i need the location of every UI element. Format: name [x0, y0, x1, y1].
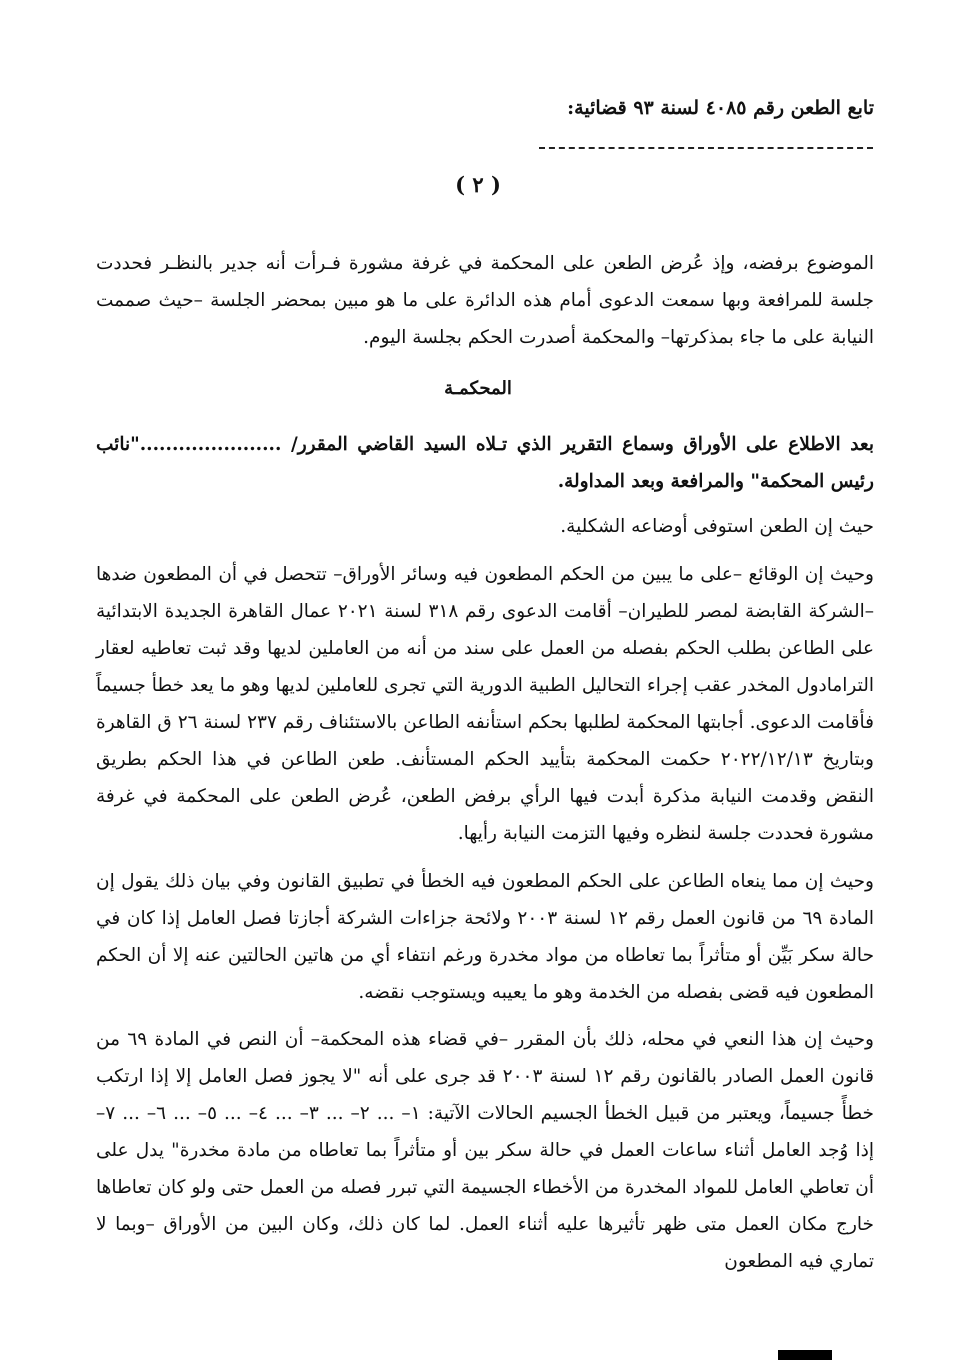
- body-paragraph-facts: وحيث إن الوقائع –على ما يبين من الحكم المطعون فيه وسائر الأوراق– تتحصل في أن المطعون ضدها –الشركة القابضة لمصر للطيران– أقامت الدعوى رقم ٣١٨ لسنة ٢٠٢١ عمال القاهرة الجديدة الابتدائية على الطاعن بطلب الحكم بفصله من العمل على سند من أنه من العاملين لديها وقد ثبت تعاطيه لعقار الترامادول المخدر عقب إجراء التحاليل الطبية الدورية التي تجرى للعاملين لديها وهو ما يعد خطأ جسيماً فأقامت الدعوى. أجابتها المحكمة لطلبها بحكم استأنفه الطاعن بالاستئناف رقم ٢٣٧ لسنة ٢٦ ق القاهرة وبتاريخ ٢٠٢٢/١٢/١٣ حكمت المحكمة بتأييد الحكم المستأنف. طعن الطاعن في هذا الحكم بطريق النقض وقدمت النيابة مذكرة أبدت فيها الرأي برفض الطعن، عُرض الطعن على المحكمة في غرفة مشورة فحددت جلسة لنظره وفيها التزمت النيابة رأيها.: [96, 564, 875, 844]
- case-header: تابع الطعن رقم ٤٠٨٥ لسنة ٩٣ قضائية:: [567, 97, 874, 119]
- court-intro-paragraph: بعد الاطلاع على الأوراق وسماع التقرير الذي تـلاه السيد القاضي المقرر/ ......................"نائب رئيس المحكمة" والمرافعة وبعد المداولة.: [96, 434, 874, 492]
- footer-black-mark: [778, 1350, 832, 1360]
- body-paragraph-appeal-ground: وحيث إن مما ينعاه الطاعن على الحكم المطعون فيه الخطأ في تطبيق القانون وفي بيان ذلك يقول إن المادة ٦٩ من قانون العمل رقم ١٢ لسنة ٢٠٠٣ ولائحة جزاءات الشركة أجازتا فصل العامل إذا كان في حالة سكر بَيِّن أو متأثراً بما تعاطاه من مواد مخدرة ورغم انتفاء أي من هاتين الحالتين عنه إلا أن الحكم المطعون فيه قضى بفصله من الخدمة وهو ما يعيبه ويستوجب نقضه.: [96, 871, 875, 1003]
- dashed-divider: [539, 147, 873, 149]
- body-paragraph-ruling: وحيث إن هذا النعي في محله، ذلك بأن المقرر –في قضاء هذه المحكمة– أن النص في المادة ٦٩ من قانون العمل الصادر بالقانون رقم ١٢ لسنة ٢٠٠٣ قد جرى على أنه "لا يجوز فصل العامل إلا إذا ارتكب خطأً جسيماً، ويعتبر من قبيل الخطأ الجسيم الحالات الآتية: ١– ... ٢– ... ٣– ... ٤– ... ٥– ... ٦– ... ٧– إذا وُجد العامل أثناء ساعات العمل في حالة سكر بين أو متأثراً بما تعاطاه من مادة مخدرة" يدل على أن تعاطي العامل للمواد المخدرة من الأخطاء الجسيمة التي تبرر فصله من العمل حتى ولو كان تعاطاها خارج مكان العمل متى ظهر تأثيرها عليه أثناء العمل. لما كان ذلك، وكان البين من الأوراق –وبما لا تماري فيه المطعون: [96, 1029, 875, 1272]
- section-title: المحكمـة: [444, 378, 512, 399]
- body-paragraph-formal: حيث إن الطعن استوفى أوضاعه الشكلية.: [560, 516, 874, 537]
- intro-paragraph: الموضوع برفضه، وإذ عُرض الطعن على المحكمة في غرفة مشورة فـرأت أنه جدير بالنظـر فحددت جلسة للمرافعة وبها سمعت الدعوى أمام هذه الدائرة على ما هو مبين بمحضر الجلسة –حيث صممت النيابة على ما جاء بمذكرتها– والمحكمة أصدرت الحكم بجلسة اليوم.: [96, 253, 874, 348]
- page-number: ( ٢ ): [455, 172, 501, 197]
